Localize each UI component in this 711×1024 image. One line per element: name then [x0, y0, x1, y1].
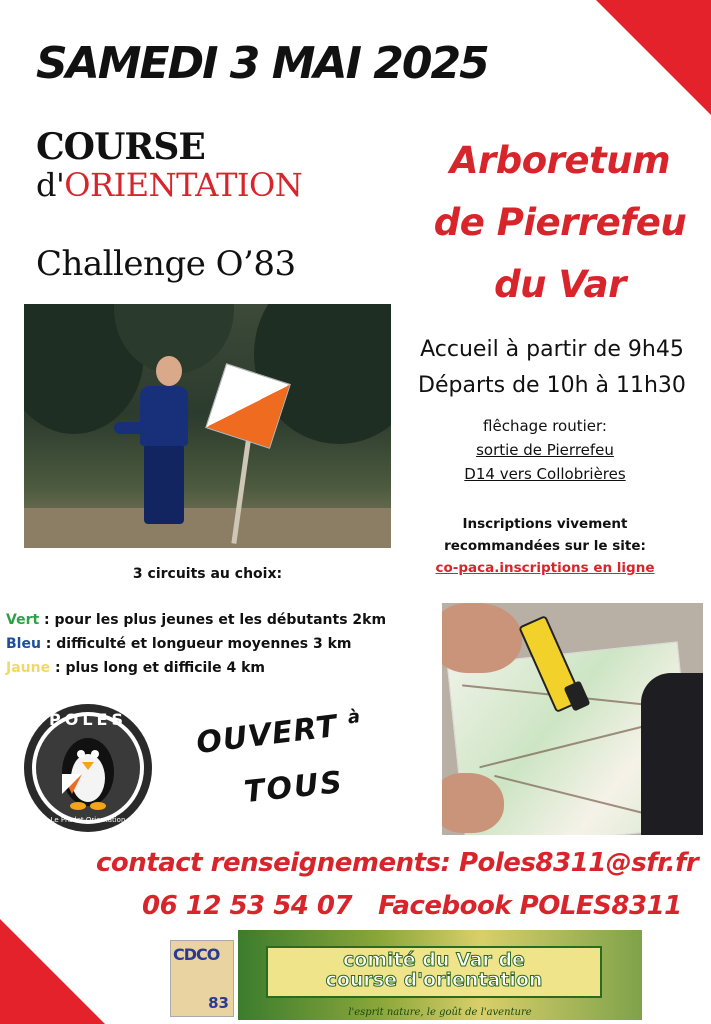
- photo-ground: [24, 508, 391, 548]
- runner-head: [156, 356, 182, 386]
- schedule-departs: Départs de 10h à 11h30: [418, 373, 686, 398]
- directions-line-1: sortie de Pierrefeu: [476, 441, 614, 459]
- location-block: [410, 130, 710, 316]
- corner-decoration-bottom-left: [0, 919, 105, 1024]
- directions-label: flêchage routier:: [483, 417, 607, 435]
- circuits-list: [6, 608, 386, 680]
- logo-subtitle: Le Pradet Orientation: [50, 816, 126, 824]
- photo-hand: [442, 773, 504, 833]
- banner-line-2: course d'orientation: [325, 969, 543, 991]
- circuit-item-bleu: [6, 632, 386, 656]
- cdco-number: 83: [208, 994, 229, 1012]
- location-line-3: du Var: [494, 263, 626, 306]
- slogan-line-2: TOUS: [242, 764, 346, 811]
- registration-block: [395, 513, 695, 579]
- schedule-block: [395, 332, 709, 404]
- schedule-accueil: Accueil à partir de 9h45: [420, 337, 684, 362]
- slogan-ouvert: OUVERT: [194, 708, 340, 762]
- circuit-desc-jaune: : plus long et difficile 4 km: [50, 660, 265, 676]
- cdco-logo: [170, 940, 234, 1017]
- circuit-item-vert: [6, 608, 386, 632]
- title-orientation: [36, 166, 302, 204]
- runner-body: [140, 386, 188, 446]
- map-contour: [494, 775, 650, 816]
- poles-logo: [22, 702, 154, 834]
- photo-sleeve: [641, 673, 703, 835]
- banner-frame: [266, 946, 602, 998]
- location-line-1: Arboretum: [449, 139, 671, 182]
- cdco-label: CDCO: [173, 945, 220, 964]
- title-orientation-prefix: d': [36, 166, 65, 204]
- event-date: SAMEDI 3 MAI 2025: [36, 38, 488, 89]
- contact-facebook[interactable]: Facebook POLES8311: [378, 891, 682, 921]
- slogan-line-1: [194, 706, 363, 761]
- directions-block: [395, 414, 695, 486]
- directions-line-2: D14 vers Collobrières: [464, 465, 626, 483]
- circuit-desc-bleu: : difficulté et longueur moyennes 3 km: [40, 636, 352, 652]
- title-orientation-highlight: ORIENTATION: [64, 166, 303, 204]
- contact-line: contact renseignements: Poles8311@sfr.fr: [96, 848, 699, 878]
- map-photo: [442, 603, 703, 835]
- corner-decoration-top-right: [596, 0, 711, 115]
- runner-photo: [24, 304, 391, 548]
- circuit-name-jaune: Jaune: [6, 660, 51, 676]
- slogan-a: à: [346, 705, 363, 729]
- location-line-2: de Pierrefeu: [433, 201, 687, 244]
- banner-line-1: comité du Var de: [343, 949, 525, 971]
- circuit-name-bleu: Bleu: [6, 636, 41, 652]
- contact-phone: 06 12 53 54 07: [142, 891, 353, 921]
- runner-legs: [144, 444, 184, 524]
- comite-banner: [238, 930, 642, 1020]
- map-contour: [479, 723, 654, 768]
- circuits-heading: 3 circuits au choix:: [132, 566, 283, 582]
- registration-link[interactable]: co-paca.inscriptions en ligne: [435, 560, 655, 576]
- runner-arm: [114, 422, 184, 434]
- circuit-name-vert: Vert: [6, 612, 40, 628]
- circuit-desc-vert: : pour les plus jeunes et les débutants 2km: [39, 612, 387, 628]
- logo-name: POLES: [49, 710, 127, 729]
- circuit-item-jaune: [6, 656, 386, 680]
- banner-tagline: l'esprit nature, le goût de l'aventure: [348, 1007, 532, 1018]
- challenge-title: Challenge O’83: [36, 244, 296, 284]
- registration-line-1: Inscriptions vivement: [462, 516, 628, 532]
- photo-hand: [442, 603, 522, 673]
- contact-phone-facebook: [142, 891, 682, 921]
- title-course: COURSE: [36, 126, 205, 168]
- registration-line-2: recommandées sur le site:: [444, 538, 646, 554]
